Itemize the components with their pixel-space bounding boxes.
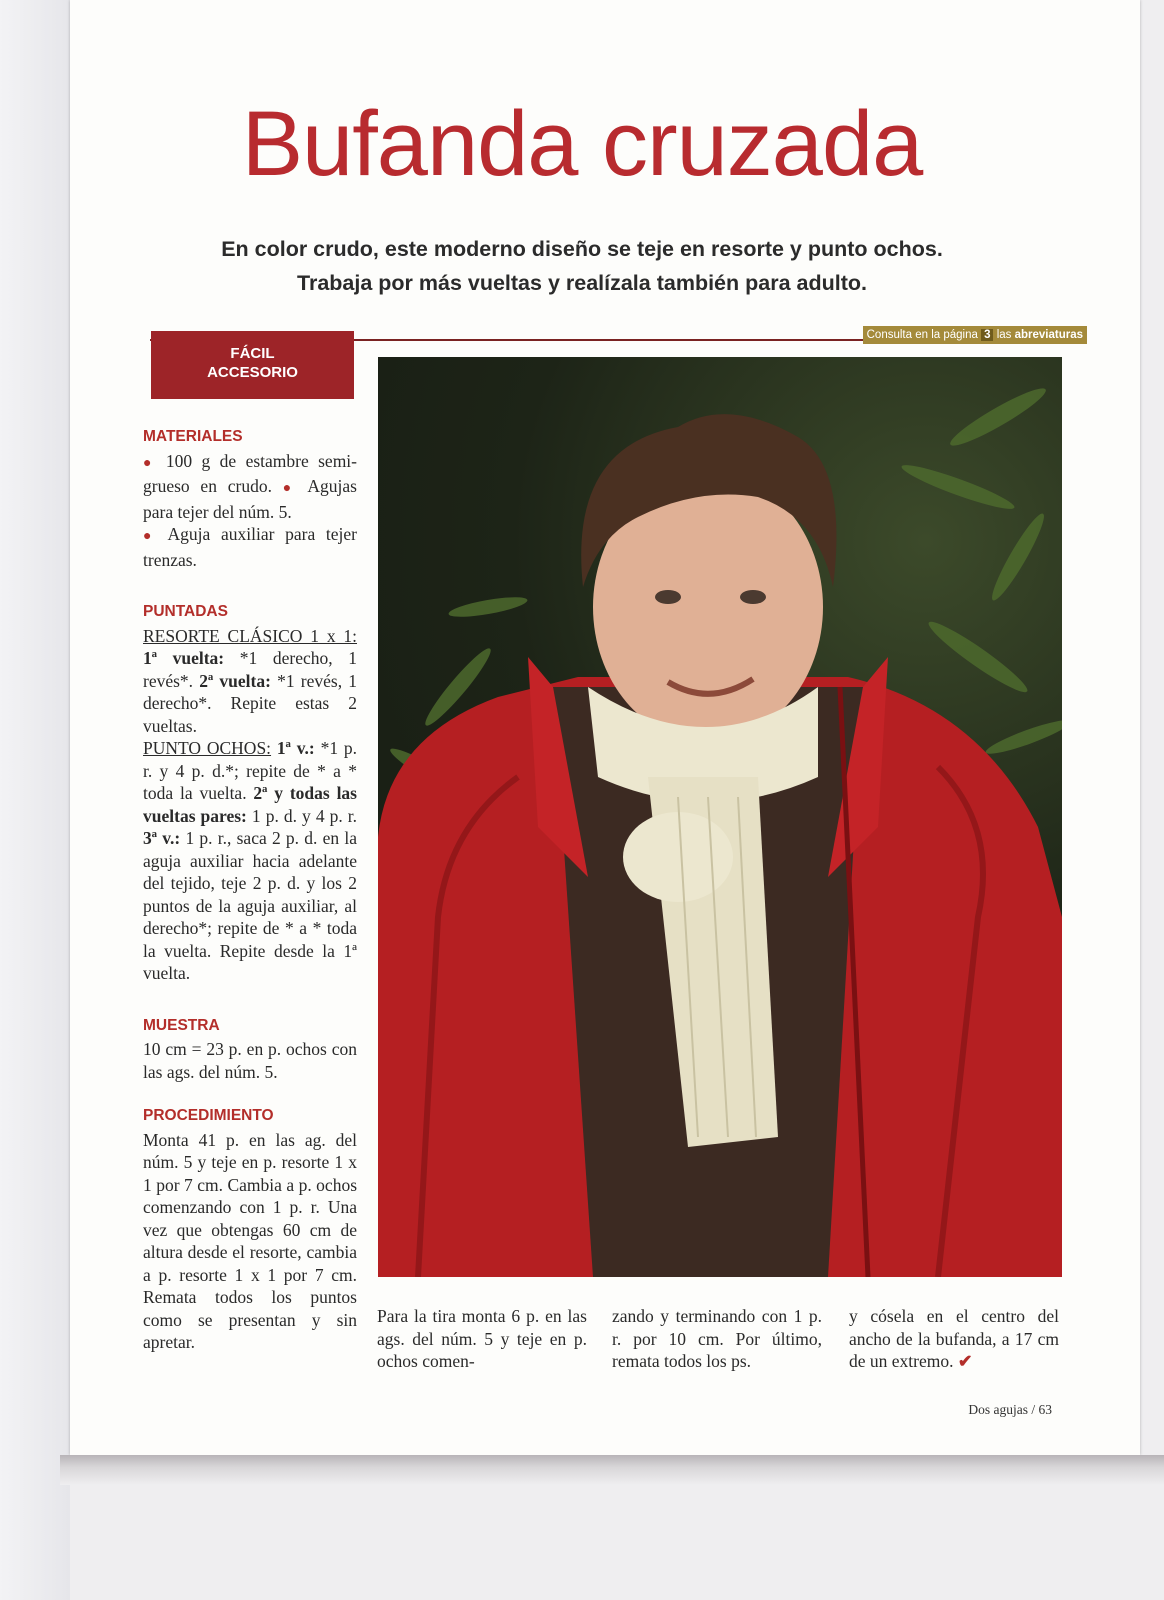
ochos-instructions: [143, 737, 357, 985]
materiales-list: [143, 450, 357, 572]
procedimiento-col-4: [849, 1305, 1059, 1373]
procedimiento-col-2: Para la tira monta 6 p. en las ags. del núm. 5 y teje en p. ochos comen-: [377, 1306, 587, 1371]
row-label: 1ª vuelta:: [143, 648, 225, 668]
bullet-icon: ●: [282, 481, 298, 496]
row-text: *1 revés, 1 derecho*. Repite estas 2 vueltas.: [143, 670, 357, 736]
bullet-icon: ●: [143, 455, 157, 471]
abbreviations-reference: [863, 326, 1087, 344]
material-item: Agujas para tejer del núm. 5.: [143, 476, 357, 522]
reference-bold: abreviaturas: [1014, 329, 1083, 341]
page-title: Bufanda cruzada: [241, 93, 923, 195]
row-text: *1 p. r. y 4 p. d.*; repite de * a * toda la vuelta.: [143, 738, 358, 803]
row-text: *1 derecho, 1 revés*.: [143, 648, 358, 691]
puntadas-heading: PUNTADAS: [143, 603, 228, 620]
row-label: 1ª v.:: [276, 738, 315, 758]
difficulty-badge: [151, 331, 354, 399]
page-footer: Dos agujas / 63: [968, 1402, 1052, 1417]
ochos-title: PUNTO OCHOS:: [143, 738, 272, 758]
muestra-heading: MUESTRA: [143, 1016, 220, 1034]
badge-category: ACCESORIO: [207, 364, 298, 381]
material-item: 100 g de estambre semi-grueso en crudo.: [143, 450, 357, 496]
procedimiento-text: Monta 41 p. en las ag. del núm. 5 y teje en p. resorte 1 x 1 por 7 cm. Cambia a p. ochos comenzando con 1 p. r. Una vez que obtengas 60 cm de altura desde el resorte, cambia a p. resorte 1 x 1 por 7 cm. Remata todos los puntos como se presentan y sin apretar.: [143, 1129, 357, 1352]
subtitle: [0, 232, 1164, 300]
row-label: 3ª v.:: [143, 828, 181, 848]
reference-middle: las: [996, 329, 1012, 341]
end-check-icon: ✔: [957, 1351, 973, 1371]
material-item: Aguja auxiliar para tejer trenzas.: [143, 524, 357, 570]
instructions-column: [143, 426, 357, 1354]
subtitle-line-1: En color crudo, este moderno diseño se teje en resorte y punto ochos.: [221, 237, 943, 261]
resorte-instructions: [143, 625, 357, 738]
badge-difficulty: FÁCIL: [230, 345, 275, 362]
row-text: 1 p. r., saca 2 p. d. en la aguja auxiliar hacia adelante del tejido, teje 2 p. d. y los 2 puntos de la aguja auxiliar, al derecho*; repite de * a * toda la vuelta. Repite desde la 1ª vuelta.: [143, 828, 358, 983]
row-label: 2ª vuelta:: [199, 670, 271, 691]
procedimiento-heading: PROCEDIMIENTO: [143, 1107, 274, 1124]
materiales-heading: MATERIALES: [143, 428, 243, 445]
photo-illustration: [378, 357, 1062, 1277]
procedimiento-col-3: zando y terminando con 1 p. r. por 10 cm. Por último, remata todos los ps.: [612, 1306, 822, 1371]
resorte-title: RESORTE CLÁSICO 1 x 1:: [143, 625, 357, 646]
reference-page: 3: [981, 329, 993, 341]
bullet-icon: ●: [143, 529, 158, 544]
procedimiento-col-4-text: y cósela en el centro del ancho de la bufanda, a 17 cm de un extremo.: [849, 1306, 1059, 1371]
muestra-text: 10 cm = 23 p. en p. ochos con las ags. del núm. 5.: [143, 1039, 357, 1082]
reference-prefix: Consulta en la página: [866, 329, 978, 341]
row-text: 1 p. d. y 4 p. r.: [251, 805, 357, 826]
row-label: 2ª y todas las vueltas pares:: [143, 783, 357, 826]
subtitle-line-2: Trabaja por más vueltas y realízala también para adulto.: [297, 271, 867, 295]
scan-bottom-edge: [60, 1455, 1164, 1485]
photo-boy-with-scarf: [378, 357, 1062, 1277]
